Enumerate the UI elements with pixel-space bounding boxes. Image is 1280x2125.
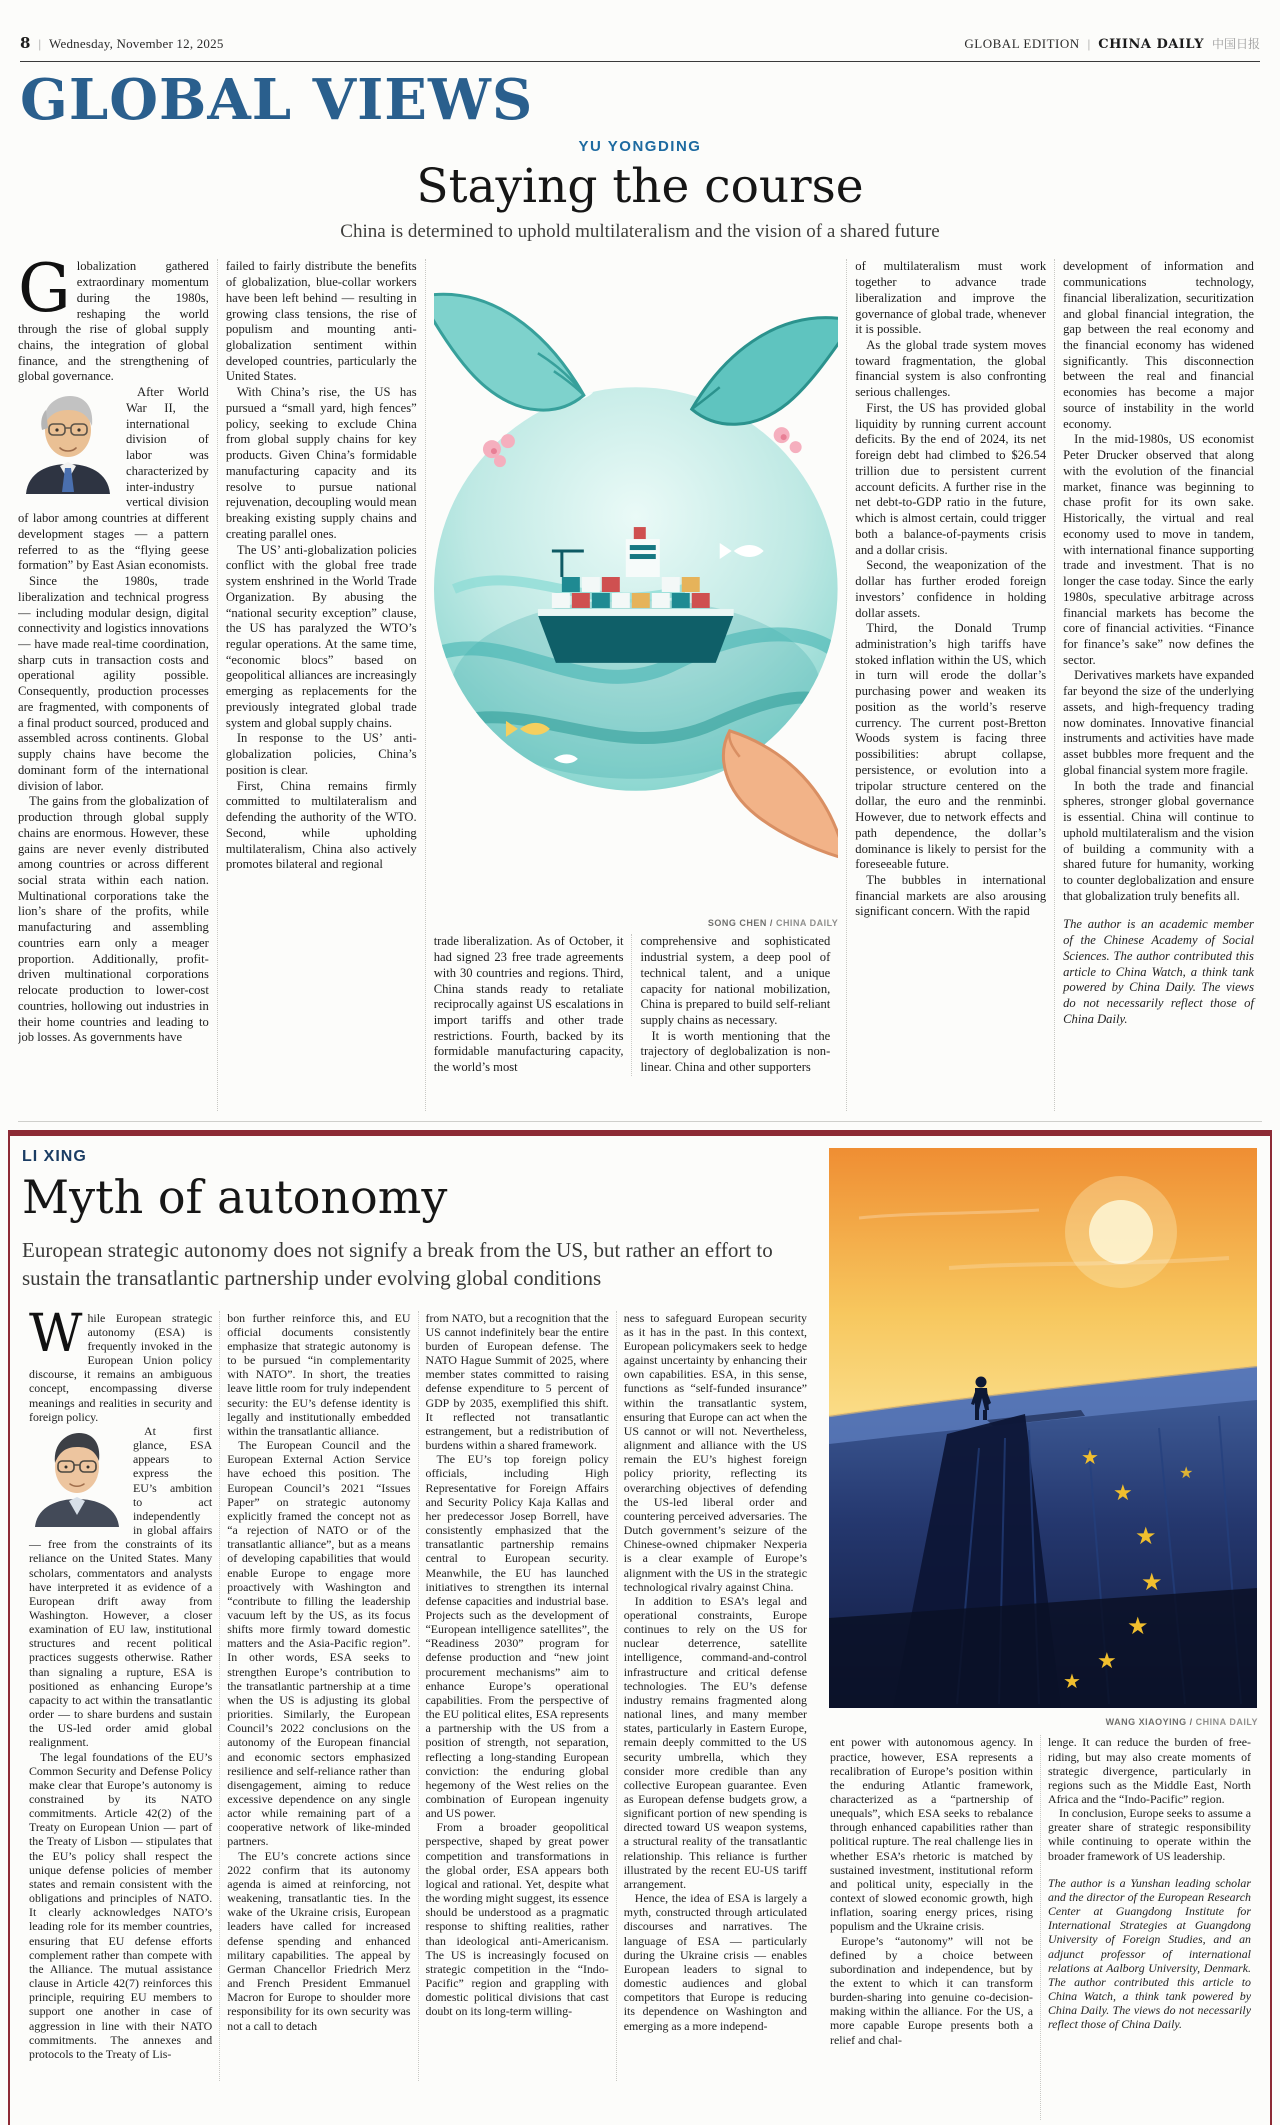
- article1-byline: YU YONGDING: [578, 138, 702, 155]
- paragraph: ent power with autonomous agency. In practice, however, ESA represents a recalibration of Europe’s position within the enduring Atlantic framework, characterized as a “partnership of unequals”, which ESA seeks to rebalance through enhanced capabilities rather than political rupture. The real challenge lies in whether ESA’s rhetoric is matched by sustained investment, institutional reform and political unity, especially in the context of slowed economic growth, high inflation, soaring energy prices, rising populism and the Ukraine crisis.: [830, 1735, 1033, 1934]
- paragraph: In response to the US’ anti-globalization policies, China’s position is clear.: [225, 731, 417, 777]
- divider: [18, 1121, 1262, 1122]
- article2-column-6: [1040, 1735, 1258, 2120]
- ship-illustration-figure: [434, 259, 839, 928]
- author1-portrait: [18, 388, 118, 494]
- brand-label: CHINA DAILY: [1098, 37, 1204, 52]
- svg-text:★: ★: [1081, 1445, 1099, 1470]
- svg-text:★: ★: [1113, 1481, 1133, 1507]
- paragraph: lenge. It can reduce the burden of free-riding, but may also create moments of strategic divergence, particularly in regions such as the Middle East, North Africa and the “Indo-Pacific” region.: [1048, 1735, 1251, 1806]
- article2-column-2: [219, 1311, 417, 2081]
- paragraph: of multilateralism must work together to advance trade liberalization and improve the governance of global trade, whenever it is possible.: [855, 259, 1047, 337]
- masthead-separator: |: [38, 36, 42, 51]
- paragraph: bon further reinforce this, and EU official documents consistently emphasize that strategic autonomy is to be pursued “in complementarity with NATO”. In short, the treaties leave little room for truly independent security: the EU’s defense identity is legally and institutionally embedded within the transatlantic alliance.: [227, 1310, 411, 1438]
- article2-column-4: [616, 1311, 814, 2081]
- edition-label: GLOBAL EDITION: [964, 36, 1080, 51]
- article1-column-6: [1054, 259, 1262, 1111]
- article1-standfirst: China is determined to uphold multilateralism and the vision of a shared future: [340, 221, 940, 243]
- article1-column-2: [217, 259, 425, 1111]
- article2-column-1: [22, 1311, 219, 2081]
- paragraph: Since the 1980s, trade liberalization and technical progress — including modular design, digital connectivity and logistics innovations — have made real-time coordination, sharp cuts in transaction costs and operational agility possible. Consequently, production processes are fragmented, with components of a final product sourced, produced and assembled across continents. Global supply chains have become the dominant form of the international division of labor.: [18, 574, 209, 793]
- article2-right-rail: [824, 1148, 1258, 2125]
- hand-icon-bottom-right: [723, 731, 838, 859]
- svg-text:★: ★: [1179, 1463, 1194, 1483]
- paragraph: The legal foundations of the EU’s Common Security and Defense Policy make clear that Europe’s autonomy is constrained by its NATO commitments. Article 42(2) of the Treaty on European Union — part of the Treaty of Lisbon — stipulates that the EU’s policy shall respect the unique defense policies of member states and remain consistent with the obligations and principles of NATO. It clearly acknowledges NATO’s leading role for its member countries, ensuring that EU defense efforts complement rather than compete with the Alliance. The mutual assistance clause in Article 42(7) reinforces this principle, requiring EU members to support one another in case of aggression in line with their NATO commitments. The annexes and protocols to the Treaty of Lis-: [29, 1749, 213, 2061]
- section-title: GLOBAL VIEWS: [20, 67, 534, 133]
- paragraph: The bubbles in international financial markets are also arousing significant concern. With the rapid: [855, 872, 1047, 919]
- svg-text:★: ★: [1097, 1649, 1117, 1675]
- paragraph: The EU’s concrete actions since 2022 confirm that its autonomy agenda is aimed at reinforcing, not weakening, transatlantic ties. In the wake of the Ukraine crisis, European leaders have called for increased defense spending and enhanced military capabilities. The appeal by German Chancellor Friedrich Merz and French President Emmanuel Macron for Europe to shoulder more responsibility for its own security was not a call to detach: [227, 1848, 411, 2033]
- paragraph: In the mid-1980s, US economist Peter Drucker observed that along with the evolution of the financial market, finance was beginning to chase profit for its own sake. Historically, the virtual and real economy used to move in tandem, with international finance supporting trade and investment. That is no longer the case today. Since the early 1980s, speculative arbitrage across financial markets has become the core of financial activities. “Finance for finance’s sake” now defines the sector.: [1063, 432, 1254, 667]
- masthead-date: Wednesday, November 12, 2025: [49, 36, 224, 51]
- paragraph: Globalization gathered extraordinary momentum during the 1980s, reshaping the world through the rise of global supply chains, the integration of global finance, and the strengthening of global governance.: [18, 259, 209, 384]
- article2-headline: Myth of autonomy: [22, 1170, 448, 1225]
- paragraph: Europe’s “autonomy” will not be defined by a choice between subordination and independence, but by the extent to which it can transform burden-sharing into genuine co-decision-making within the alliance. For the US, a more capable Europe presents both a relief and chal-: [830, 1933, 1033, 2047]
- hand-icon-top-left: [434, 295, 584, 411]
- masthead-separator: |: [1087, 36, 1091, 51]
- paragraph: In both the trade and financial spheres, stronger global governance is essential. China will continue to uphold multilateralism and the vision of building a community with a shared future for humanity, working to counter deglobalization and ensure that globalization truly benefits all.: [1063, 778, 1254, 903]
- article1-centerzone: [425, 259, 847, 1111]
- article2-standfirst: European strategic autonomy does not signify a break from the US, but rather an effort to sustain the transatlantic partnership under evolving global conditions: [22, 1238, 773, 1290]
- svg-text:★: ★: [1063, 1669, 1081, 1694]
- paragraph: First, the US has provided global liquidity by running current account deficits. By the end of 2024, its net foreign debt had climbed to $26.54 trillion due to persistent current account deficits. A further rise in the net debt-to-GDP ratio in the future, which is almost certain, could trigger both a balance-of-payments crisis and a dollar crisis.: [855, 400, 1047, 557]
- drop-cap: G: [18, 259, 71, 328]
- article1-author-bio: The author is an academic member of the Chinese Academy of Social Sciences. The author contributed this article to China Watch, a think tank powered by China Daily. The views do not necessarily reflect those of China Daily.: [1063, 917, 1254, 1026]
- article2-left-zone: [22, 1148, 824, 2125]
- author2-portrait: [29, 1427, 125, 1527]
- article1-column-4: [631, 934, 838, 1076]
- article2-column-3: [418, 1311, 616, 2081]
- paragraph: While European strategic autonomy (ESA) is frequently invoked in the European Union policy discourse, it remains an ambiguous concept, encompassing diverse meanings and realities in security and foreign policy.: [29, 1310, 213, 1424]
- article1-header: [0, 138, 1280, 243]
- ship-illustration: [434, 259, 839, 909]
- cliff-illustration: [828, 1148, 1258, 1708]
- article1-column-1: [18, 259, 217, 1111]
- author-photo-wrap: [29, 1424, 212, 1750]
- drop-cap: W: [29, 1310, 83, 1364]
- paragraph: The US’ anti-globalization policies conflict with the global free trade system enshrined in the World Trade Organization. By abusing the “national security exception” clause, the US has paralyzed the WTO’s regular operations. At the same time, “economic blocs” based on geopolitical alliances are increasingly emerging as replacements for the previously integrated global trade system and global supply chains.: [225, 542, 417, 730]
- paragraph: The European Council and the European External Action Service have echoed this position. The European Council’s 2021 “Issues Paper” on strategic autonomy explicitly framed the concept not as “a rejection of NATO or of the transatlantic alliance”, but as a means of developing capabilities that would enable Europe to engage more proactively with Washington and “contribute to filling the leadership vacuum left by the US, as its focus shifts more firmly toward domestic matters and the Asia-Pacific region”. In other words, ESA seeks to strengthen Europe’s contribution to the transatlantic partnership at a time when the US is adjusting its global priorities. Similarly, the European Council’s 2022 conclusions on the autonomy of the European financial and economic sectors emphasized resilience and self-reliance rather than disengagement, aiming to reduce excessive dependence on any single actor while remaining part of a cooperative network of like-minded partners.: [227, 1438, 411, 1849]
- svg-text:★: ★: [1127, 1612, 1149, 1641]
- svg-text:★: ★: [1141, 1568, 1163, 1597]
- paragraph: It is worth mentioning that the trajectory of deglobalization is non-linear. China and other supporters: [640, 1028, 831, 1075]
- article1-body: [18, 259, 1262, 1111]
- paragraph: From a broader geopolitical perspective, shaped by great power competition and transformations in the global order, ESA appears both logical and rational. Yet, despite what the wording might suggest, its essence should be understood as a pragmatic response to shifting realities, rather than ideological anti-Americanism. The US is increasingly focused on strategic competition in the “Indo-Pacific” region and grappling with domestic political divisions that cast doubt on its long-term willing-: [425, 1820, 609, 2019]
- paragraph: trade liberalization. As of October, it had signed 23 free trade agreements with 30 countries and regions. Third, China stands ready to retaliate reciprocally against US escalations in import tariffs and other trade restrictions. Fourth, backed by its formidable manufacturing capacity, the world’s most: [433, 934, 624, 1075]
- figure2-caption: WANG XIAOYING / CHINA DAILY: [1105, 1717, 1258, 1728]
- paragraph: Third, the Donald Trump administration’s high tariffs have stoked inflation within the US, which in turn will erode the dollar’s purchasing power and weaken its position as the world’s reserve currency. The current post-Bretton Woods system is facing three possibilities: abrupt collapse, persistence, or evolution into a tripolar structure centered on the dollar, the euro and the renminbi. However, due to network effects and path dependence, the dollar’s dominance is likely to persist for the foreseeable future.: [855, 621, 1047, 872]
- paragraph: The gains from the globalization of production through global supply chains are enormous. However, these gains are never evenly distributed among countries or across different social strata within each nation. Multinational corporations take the lion’s share of the profits, while manufacturing and assembling countries earn only a meager proportion. Additionally, profit-driven multinational corporations relocate production to lower-cost countries, hollowing out industries in their home countries and leading to job losses. As governments have: [18, 794, 209, 1045]
- paragraph: With China’s rise, the US has pursued a “small yard, high fences” policy, seeking to exclude China from global supply chains for key products. Given China’s formidable manufacturing capacity and its resolve to pursue national rejuvenation, decoupling would mean breaking existing supply chains and creating parallel ones.: [225, 385, 417, 541]
- author-photo-wrap: [18, 385, 209, 574]
- article2-column-5: [828, 1735, 1040, 2120]
- page-number: 8: [20, 34, 31, 52]
- chinese-logo: 中国日报: [1211, 37, 1260, 51]
- paragraph: Second, the weaponization of the dollar has further eroded foreign investors’ confidence in holding dollar assets.: [855, 558, 1047, 620]
- hand-icon-top-right: [691, 318, 838, 425]
- paragraph: First, China remains firmly committed to multilateralism and defending the authority of the WTO. Second, while upholding multilateralism, China also actively promotes bilateral and regional: [225, 778, 417, 872]
- paragraph: After World War II, the international division of labor was characterized by inter-industry vertical division of labor among countries at different development stages — a pattern referred to as the “flying geese formation” by East Asian economists.: [18, 385, 209, 573]
- masthead-left: [20, 34, 224, 52]
- article1-column-3: [434, 934, 632, 1076]
- figure1-caption: SONG CHEN / CHINA DAILY: [707, 918, 839, 929]
- coral-icon: [493, 795, 754, 909]
- article2-columns: [22, 1311, 814, 2081]
- paragraph: from NATO, but a recognition that the US cannot indefinitely bear the entire burden of European defense. The NATO Hague Summit of 2025, where member states committed to raising defense expenditure to 5 percent of GDP by 2035, exemplified this shift. It reflected not transatlantic estrangement, but a redistribution of burdens within a shared framework.: [425, 1310, 609, 1453]
- paragraph: The EU’s top foreign policy officials, including High Representative for Foreign Affairs and Security Policy Kaja Kallas and her predecessor Josep Borrell, have consistently emphasized that the transatlantic partnership remains central to European security. Meanwhile, the EU has launched initiatives to strengthen its internal defense capacities and industrial base. Projects such as the development of “European intelligence satellites”, the “Readiness 2030” program for defense production and “new joint procurement mechanisms” aim to enhance Europe’s operational capabilities. From the perspective of the EU political elites, ESA represents a partnership with the US from a position of strength, not separation, reflecting a long-standing European conviction: the enduring global hegemony of the West relies on the combination of European ingenuity and US power.: [425, 1452, 609, 1821]
- paragraph: Hence, the idea of ESA is largely a myth, constructed through articulated discourses and narratives. The language of ESA — particularly during the Ukraine crisis — enables European leaders to signal to domestic audiences and global competitors that Europe is reducing its dependence on Washington and emerging as a more independ-: [623, 1891, 807, 2033]
- sun-icon: [1089, 1200, 1153, 1264]
- author2-portrait-illustration: [29, 1427, 125, 1527]
- article1-column-5: [846, 259, 1054, 1111]
- paragraph: development of information and communications technology, financial liberalization, securitization and global financial integration, the gap between the real economy and the financial economy has widened significantly. This disconnection between the real and financial economies has become a major source of instability in the world economy.: [1063, 259, 1254, 431]
- paragraph: comprehensive and sophisticated industrial system, a deep pool of technical talent, and a unique capacity for national mobilization, China is prepared to build self-reliant supply chains as necessary.: [640, 934, 831, 1028]
- article1-headline: Staying the course: [416, 159, 864, 214]
- article1-subcolumns: [434, 934, 839, 1076]
- article2-author-bio: The author is a Yunshan leading scholar and the director of the European Research Center at Guangdong Institute for International Strategies at Guangdong University of Foreign Studies, and an adjunct professor of international relations at Aalborg University, Denmark. The author contributed this article to China Watch, a think tank powered by China Daily. The views do not necessarily reflect those of China Daily.: [1048, 1875, 1251, 2032]
- author1-portrait-illustration: [18, 388, 118, 494]
- paragraph: Derivatives markets have expanded far beyond the size of the underlying assets, and high-frequency trading now dominates. Innovative financial instruments and activities have made asset bubbles more frequent and the global financial system more fragile.: [1063, 668, 1254, 777]
- masthead: [20, 0, 1260, 62]
- masthead-right: [964, 35, 1260, 52]
- paragraph: ness to safeguard European security as it has in the past. In this context, European policymakers seek to hedge against uncertainty by enhancing their own capabilities. ESA, in this sense, functions as “self-funded insurance” within the transatlantic system, ensuring that Europe can act when the US cannot or will not. Nevertheless, alignment and alliance with the US remain the EU’s highest foreign policy priority, reflecting its overarching objectives of defending the US-led liberal order and countering perceived adversaries. The Dutch government’s seizure of the Chinese-owned chipmaker Nexperia is a clear example of Europe’s alignment with the US in the strategic technological rivalry against China.: [623, 1310, 807, 1594]
- svg-text:★: ★: [1135, 1522, 1157, 1551]
- article2-box: [8, 1130, 1272, 2125]
- paragraph: At first glance, ESA appears to express the EU’s ambition to act independently in global affairs — free from the constraints of its reliance on the United States. Many scholars, commentators and analysts have interpreted it as evidence of a European drift away from Washington. However, a closer examination of EU law, institutional structures and recent political practices suggests otherwise. Rather than signaling a rupture, ESA is positioned as enhancing Europe’s capacity to act within the transatlantic order — to share burdens and sustain the US-led order amid global realignment.: [29, 1423, 213, 1750]
- paragraph: As the global trade system moves toward fragmentation, the global financial system is also confronting serious challenges.: [855, 338, 1047, 400]
- cliff-illustration-figure: [828, 1148, 1258, 1727]
- paragraph: In conclusion, Europe seeks to assume a greater share of strategic responsibility while continuing to operate within the broader framework of US leadership.: [1048, 1806, 1251, 1863]
- paragraph: In addition to ESA’s legal and operational constraints, Europe continues to rely on the US for nuclear deterrence, satellite intelligence, command-and-control infrastructure and critical defense technologies. The EU’s defense industry remains fragmented along national lines, and many member states, particularly in Eastern Europe, remain deeply committed to the US security umbrella, which they consider more credible than any collective European guarantee. Even as European defense budgets grow, a significant portion of new spending is directed toward US weapon systems, a structural reality of the transatlantic relationship. This reliance is further illustrated by the recent EU-US tariff arrangement.: [623, 1593, 807, 1891]
- article2-subcolumns: [828, 1735, 1258, 2120]
- article2-byline: LI XING: [22, 1148, 87, 1166]
- paragraph: failed to fairly distribute the benefits of globalization, blue-collar workers have been left behind — resulting in growing class tensions, the rise of populism and mounting anti-globalization sentiment within developed countries, particularly the United States.: [225, 259, 417, 384]
